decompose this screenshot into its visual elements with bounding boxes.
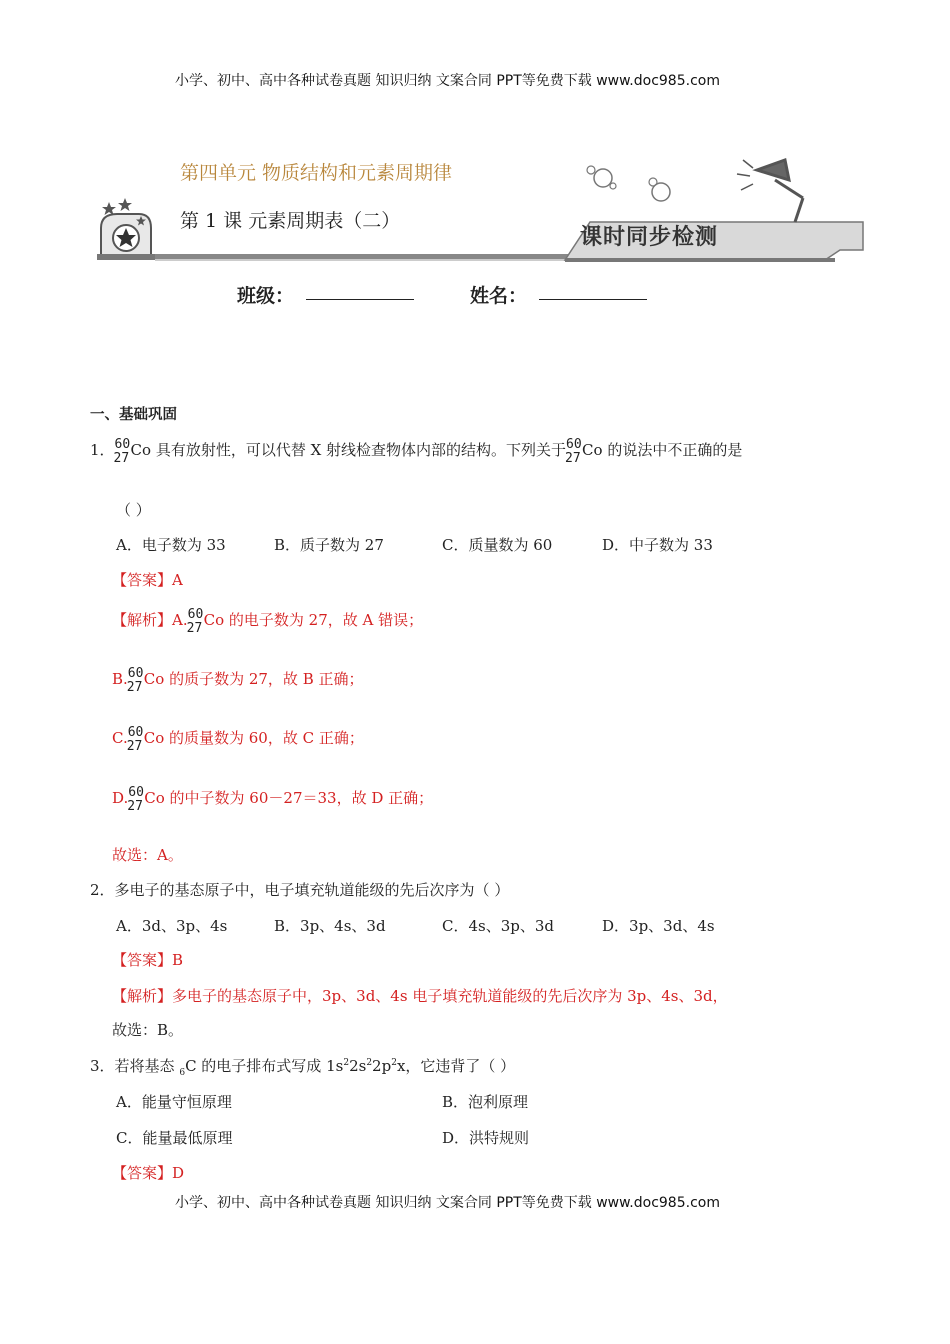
conclusion: 故选：B。 — [112, 1021, 184, 1039]
star-badge-icon — [97, 198, 157, 260]
answer-line: 【答案】B — [112, 951, 184, 969]
option-a: A．电子数为 33 — [116, 536, 226, 554]
page-header: 小学、初中、高中各种试卷真题 知识归纳 文案合同 PPT等免费下载 www.doc985.com — [175, 73, 720, 89]
answer-line: 【答案】A — [112, 571, 183, 589]
unit-title: 第四单元 物质结构和元素周期律 — [180, 162, 453, 184]
class-label: 班级： — [237, 285, 295, 307]
option-b: B．质子数为 27 — [274, 536, 384, 554]
option-c: C．能量最低原理 — [116, 1129, 233, 1147]
question-2-stem: 2．多电子的基态原子中，电子填充轨道能级的先后次序为（ ） — [90, 881, 510, 899]
option-d: D．中子数为 33 — [602, 536, 713, 554]
isotope-notation: 60 27 — [113, 437, 131, 466]
option-a: A．能量守恒原理 — [116, 1093, 232, 1111]
lesson-title: 第 1 课 元素周期表（二） — [180, 210, 401, 232]
name-label: 姓名： — [470, 285, 528, 307]
answer-paren: （ ） — [116, 501, 151, 519]
option-d: D．洪特规则 — [442, 1129, 530, 1147]
option-b: B．泡利原理 — [442, 1093, 529, 1111]
banner-label: 课时同步检测 — [580, 225, 719, 250]
class-blank[interactable] — [306, 299, 414, 300]
page-footer: 小学、初中、高中各种试卷真题 知识归纳 文案合同 PPT等免费下载 www.doc985.com — [175, 1195, 720, 1211]
question-number: 1． — [90, 441, 115, 459]
analysis-line-c: C. 60 27 Co 的质量数为 60，故 C 正确； — [112, 725, 364, 754]
question-3-stem: 3．若将基态 $_6$C 的电子排布式写成 $1s^22s^22p^2x$，它违背了（ ） — [90, 1057, 516, 1078]
analysis-line: 【解析】多电子的基态原子中，3p、3d、4s 电子填充轨道能级的先后次序为 3p、4s、3d， — [112, 987, 728, 1005]
option-d: D．3p、3d、4s — [602, 917, 715, 935]
banner — [95, 140, 865, 268]
option-b: B．3p、4s、3d — [274, 917, 386, 935]
answer-line: 【答案】D — [112, 1164, 185, 1182]
option-c: C．质量数为 60 — [442, 536, 553, 554]
option-a: A．3d、3p、4s — [116, 917, 228, 935]
question-1-stem: 1． 60 27 Co 具有放射性，可以代替 X 射线检查物体内部的结构。下列关于 60 27 Co 的说法中不正确的是 — [90, 437, 743, 466]
desk-lamp-icon — [737, 160, 803, 222]
analysis-line-d: D. 60 27 Co 的中子数为 60－27＝33，故 D 正确； — [112, 785, 434, 814]
analysis-line-b: B. 60 27 Co 的质子数为 27，故 B 正确； — [112, 666, 364, 695]
isotope-notation: 60 27 — [565, 437, 582, 466]
section-title: 一、基础巩固 — [90, 407, 177, 423]
name-blank[interactable] — [539, 299, 647, 300]
analysis-line-a: 【解析】A. 60 27 Co 的电子数为 27，故 A 错误； — [112, 607, 424, 636]
conclusion: 故选：A。 — [112, 846, 183, 864]
option-c: C．4s、3p、3d — [442, 917, 555, 935]
